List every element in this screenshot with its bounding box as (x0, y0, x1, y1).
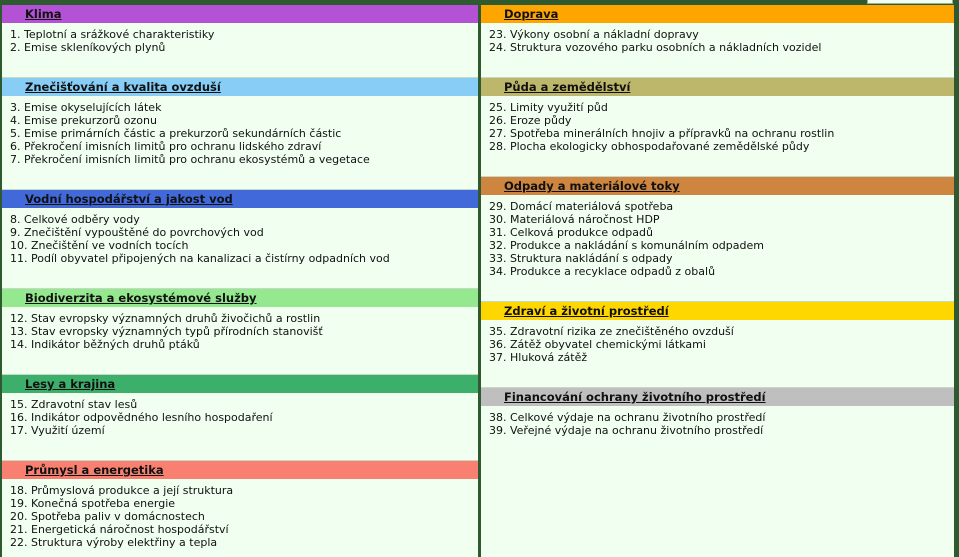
indicator-link[interactable]: 8. Celkové odběry vody (10, 213, 140, 226)
section-items (2, 23, 478, 54)
section-header-puda[interactable]: Půda a zemědělství (481, 78, 954, 96)
section-puda (481, 78, 954, 153)
section-voda (2, 190, 478, 265)
indicator-link[interactable]: 14. Indikátor běžných druhů ptáků (10, 338, 200, 351)
section-ovzdusi (2, 78, 478, 166)
section-header-prumysl[interactable]: Průmysl a energetika (2, 461, 478, 479)
indicator-link[interactable]: 3. Emise okyselujících látek (10, 101, 162, 114)
section-header-klima[interactable]: Klima (2, 5, 478, 23)
section-doprava (481, 5, 954, 54)
section-odpady (481, 177, 954, 278)
section-zdravi (481, 302, 954, 364)
indicator-link[interactable]: 33. Struktura nakládání s odpady (489, 252, 673, 265)
right-column (481, 5, 954, 557)
indicator-link[interactable]: 11. Podíl obyvatel připojených na kanalizaci a čistírny odpadních vod (10, 252, 390, 265)
indicator-link[interactable]: 20. Spotřeba paliv v domácnostech (10, 510, 205, 523)
section-financovani (481, 388, 954, 437)
indicator-link[interactable]: 27. Spotřeba minerálních hnojiv a přípravků na ochranu rostlin (489, 127, 835, 140)
indicator-link[interactable]: 5. Emise primárních částic a prekurzorů sekundárních částic (10, 127, 342, 140)
indicator-link[interactable]: 16. Indikátor odpovědného lesního hospodaření (10, 411, 273, 424)
section-header-zdravi[interactable]: Zdraví a životní prostředí (481, 302, 954, 320)
indicator-link[interactable]: 6. Překročení imisních limitů pro ochranu lidského zdraví (10, 140, 322, 153)
section-biodiverzita (2, 289, 478, 351)
section-header-ovzdusi[interactable]: Znečišťování a kvalita ovzduší (2, 78, 478, 96)
indicator-link[interactable]: 21. Energetická náročnost hospodářství (10, 523, 229, 536)
section-items (481, 406, 954, 437)
section-items (2, 96, 478, 166)
section-header-biodiverzita[interactable]: Biodiverzita a ekosystémové služby (2, 289, 478, 307)
indicator-link[interactable]: 22. Struktura výroby elektřiny a tepla (10, 536, 218, 549)
indicator-link[interactable]: 19. Konečná spotřeba energie (10, 497, 176, 510)
indicator-link[interactable]: 15. Zdravotní stav lesů (10, 398, 138, 411)
indicator-link[interactable]: 37. Hluková zátěž (489, 351, 588, 364)
section-header-doprava[interactable]: Doprava (481, 5, 954, 23)
indicator-link[interactable]: 2. Emise skleníkových plynů (10, 41, 166, 54)
section-items (481, 23, 954, 54)
indicator-link[interactable]: 32. Produkce a nakládání s komunálním odpadem (489, 239, 764, 252)
indicator-link[interactable]: 26. Eroze půdy (489, 114, 572, 127)
indicator-link[interactable]: 28. Plocha ekologicky obhospodařované zemědělské půdy (489, 140, 810, 153)
indicator-link[interactable]: 29. Domácí materiálová spotřeba (489, 200, 674, 213)
section-items (2, 393, 478, 437)
indicator-link[interactable]: 1. Teplotní a srážkové charakteristiky (10, 28, 215, 41)
section-header-odpady[interactable]: Odpady a materiálové toky (481, 177, 954, 195)
indicator-link[interactable]: 35. Zdravotní rizika ze znečištěného ovzduší (489, 325, 734, 338)
indicator-link[interactable]: 39. Veřejné výdaje na ochranu životního prostředí (489, 424, 764, 437)
section-items (2, 208, 478, 265)
indicator-link[interactable]: 36. Zátěž obyvatel chemickými látkami (489, 338, 706, 351)
indicator-link[interactable]: 34. Produkce a recyklace odpadů z obalů (489, 265, 716, 278)
section-items (2, 479, 478, 549)
indicator-link[interactable]: 30. Materiálová náročnost HDP (489, 213, 660, 226)
indicator-link[interactable]: 7. Překročení imisních limitů pro ochranu ekosystémů a vegetace (10, 153, 370, 166)
indicator-link[interactable]: 24. Struktura vozového parku osobních a nákladních vozidel (489, 41, 822, 54)
section-header-voda[interactable]: Vodní hospodářství a jakost vod (2, 190, 478, 208)
indicator-link[interactable]: 18. Průmyslová produkce a její struktura (10, 484, 234, 497)
section-prumysl (2, 461, 478, 549)
section-lesy (2, 375, 478, 437)
indicator-link[interactable]: 25. Limity využití půd (489, 101, 608, 114)
section-items (481, 195, 954, 278)
indicator-link[interactable]: 9. Znečištění vypouštěné do povrchových vod (10, 226, 264, 239)
indicator-link[interactable]: 23. Výkony osobní a nákladní dopravy (489, 28, 699, 41)
section-header-lesy[interactable]: Lesy a krajina (2, 375, 478, 393)
indicator-link[interactable]: 4. Emise prekurzorů ozonu (10, 114, 157, 127)
indicator-link[interactable]: 38. Celkové výdaje na ochranu životního prostředí (489, 411, 766, 424)
indicator-link[interactable]: 13. Stav evropsky významných typů přírodních stanovišť (10, 325, 323, 338)
indicator-link[interactable]: 10. Znečištění ve vodních tocích (10, 239, 189, 252)
left-column (2, 5, 478, 557)
indicator-link[interactable]: 31. Celková produkce odpadů (489, 226, 653, 239)
section-items (481, 320, 954, 364)
section-items (481, 96, 954, 153)
section-header-financovani[interactable]: Financování ochrany životního prostředí (481, 388, 954, 406)
top-right-box (867, 0, 953, 4)
section-items (2, 307, 478, 351)
indicator-link[interactable]: 12. Stav evropsky významných druhů živočichů a rostlin (10, 312, 321, 325)
indicator-link[interactable]: 17. Využití území (10, 424, 105, 437)
section-klima (2, 5, 478, 54)
